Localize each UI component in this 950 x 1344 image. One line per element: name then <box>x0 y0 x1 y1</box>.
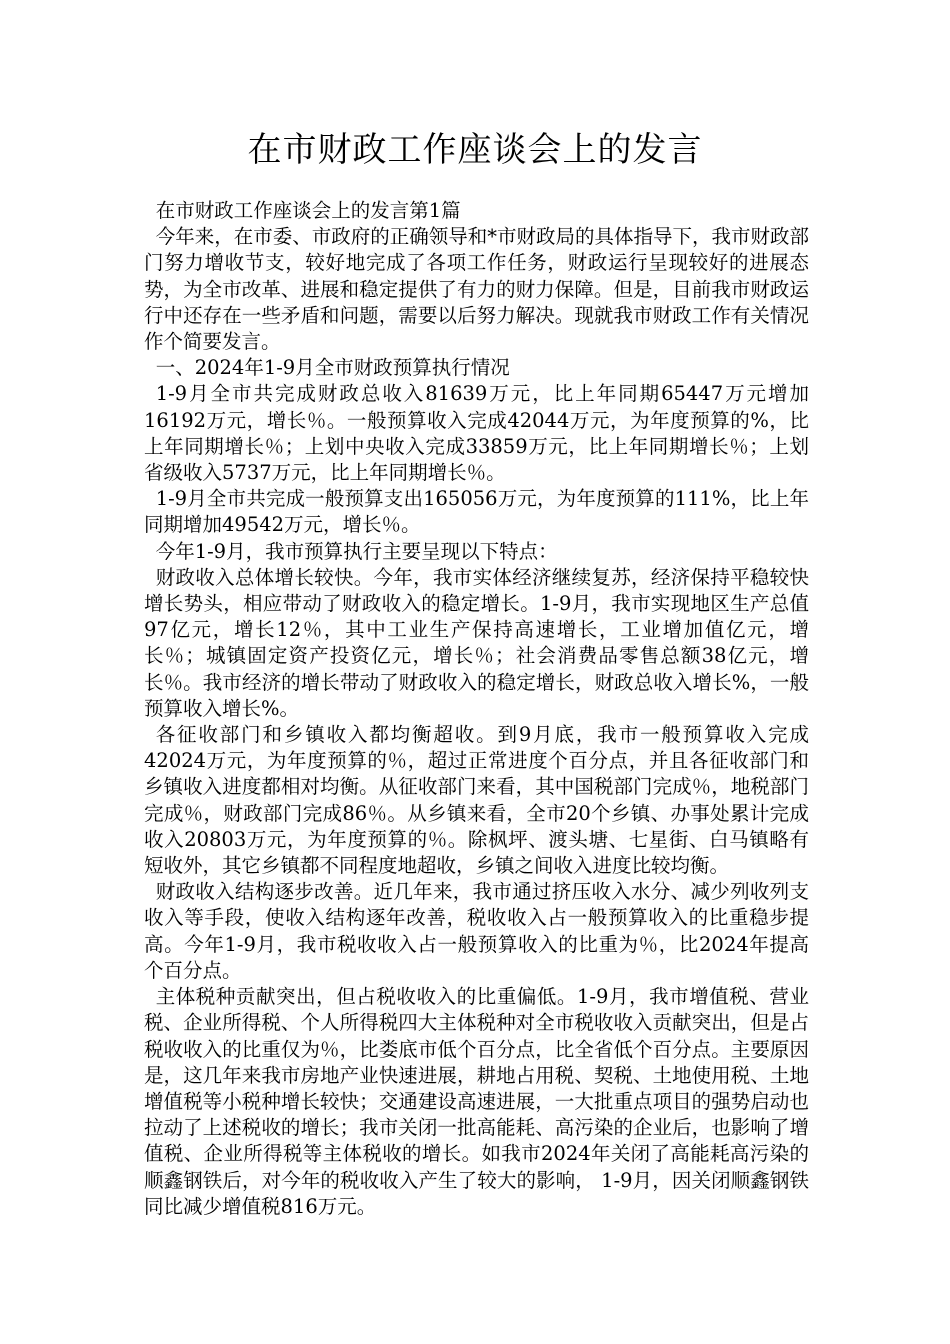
paragraph: 财政收入总体增长较快。今年，我市实体经济继续复苏，经济保持平稳较快增长势头，相应带动了财政收入的稳定增长。1-9月，我市实现地区生产总值97亿元，增长12％，其中工业生产保持高速增长，工业增加值亿元，增长％；城镇固定资产投资亿元，增长％；社会消费品零售总额38亿元，增长％。我市经济的增长带动了财政收入的稳定增长，财政总收入增长%，一般预算收入增长%。 <box>144 565 809 720</box>
paragraph: 各征收部门和乡镇收入都均衡超收。到9月底，我市一般预算收入完成42024万元，为年度预算的％，超过正常进度个百分点，并且各征收部门和乡镇收入进度都相对均衡。从征收部门来看，其中国税部门完成％，地税部门完成％，财政部门完成86％。从乡镇来看，全市20个乡镇、办事处累计完成收入20803万元，为年度预算的％。除枫坪、渡头塘、七星街、白马镇略有短收外，其它乡镇都不同程度地超收，乡镇之间收入进度比较均衡。 <box>144 723 809 878</box>
paragraph: 今年来，在市委、市政府的正确领导和*市财政局的具体指导下，我市财政部门努力增收节支，较好地完成了各项工作任务，财政运行呈现较好的进展态势，为全市改革、进展和稳定提供了有力的财力保障。但是，目前我市财政运行中还存在一些矛盾和问题，需要以后努力解决。现就我市财政工作有关情况作个简要发言。 <box>144 225 809 354</box>
section-heading: 一、2024年1-9月全市财政预算执行情况 <box>155 356 510 380</box>
paragraph: 今年1-9月，我市预算执行主要呈现以下特点： <box>155 539 558 563</box>
paragraph-subtitle: 在市财政工作座谈会上的发言第1篇 <box>155 199 461 222</box>
paragraph: 1-9月全市共完成财政总收入81639万元，比上年同期65447万元增加16192万元，增长％。一般预算收入完成42044万元，为年度预算的%，比上年同期增长％；上划中央收入完成33859万元，比上年同期增长％；上划省级收入5737万元，比上年同期增长％。 <box>144 382 809 485</box>
paragraph: 主体税种贡献突出，但占税收收入的比重偏低。1-9月，我市增值税、营业税、企业所得税、个人所得税四大主体税种对全市税收收入贡献突出，但是占税收收入的比重仅为％，比娄底市低个百分点，比全省低个百分点。主要原因是，这几年来我市房地产业快速进展，耕地占用税、契税、土地使用税、土地增值税等小税种增长较快；交通建设高速进展，一大批重点项目的强势启动也拉动了上述税收的增长；我市关闭一批高能耗、高污染的企业后，也影响了增值税、企业所得税等主体税收的增长。如我市2024年关闭了高能耗高污染的顺鑫钢铁后，对今年的税收收入产生了较大的影响， 1-9月，因关闭顺鑫钢铁同比减少增值税816万元。 <box>144 985 809 1218</box>
paragraph: 财政收入结构逐步改善。近几年来，我市通过挤压收入水分、减少列收列支收入等手段，使收入结构逐年改善，税收收入占一般预算收入的比重稳步提高。今年1-9月，我市税收收入占一般预算收入的比重为％，比2024年提高个百分点。 <box>144 880 809 982</box>
paragraph: 1-9月全市共完成一般预算支出165056万元，为年度预算的111%，比上年同期增加49542万元，增长％。 <box>144 487 809 537</box>
document-title: 在市财政工作座谈会上的发言 <box>247 130 703 170</box>
document-body <box>144 198 809 1220</box>
